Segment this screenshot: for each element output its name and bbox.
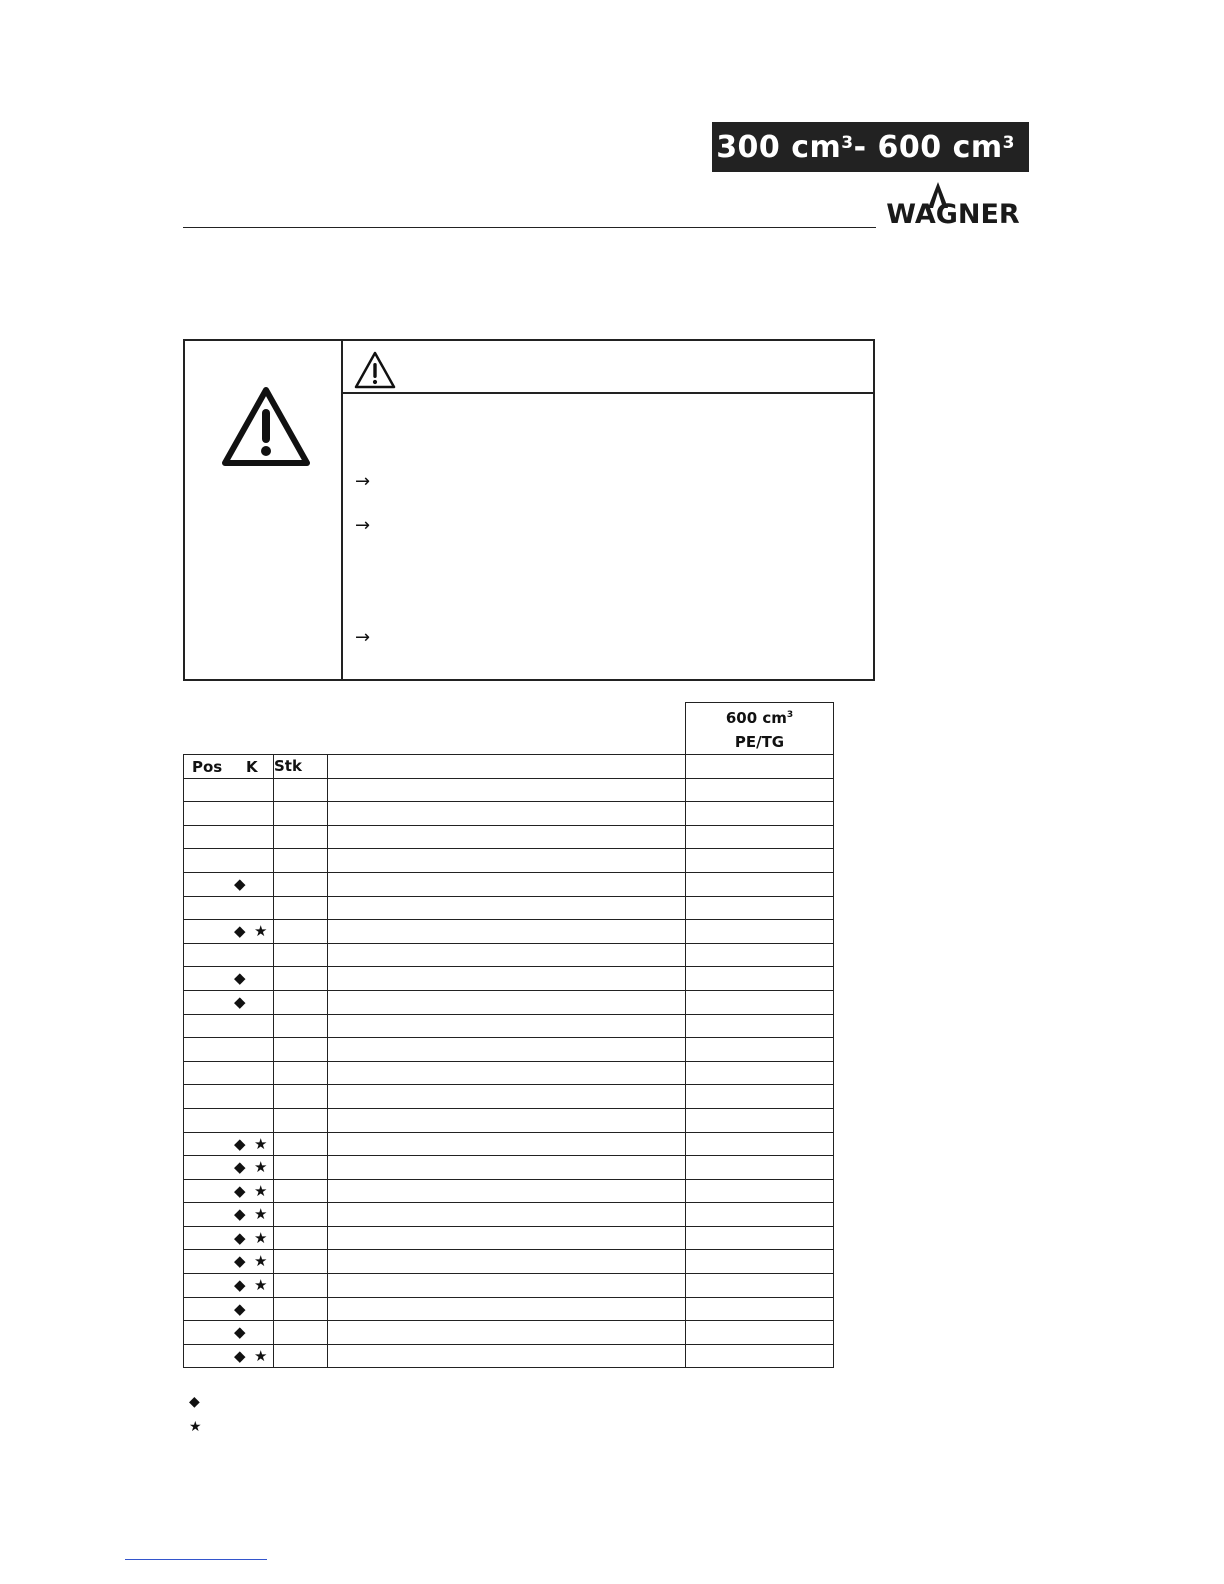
row-star-marker: ★ [254,1134,268,1153]
table-row [184,872,834,896]
row-stk-cell [274,1321,328,1345]
row-order-number-cell [686,920,834,944]
row-diamond-marker: ◆ [234,1205,246,1224]
row-pos-k-cell [184,1156,274,1180]
row-description-cell [328,1108,686,1132]
warning-arrow-1: → [355,471,371,492]
table-row [184,1108,834,1132]
row-description-cell [328,872,686,896]
row-description-cell [328,1344,686,1368]
table-row [184,1250,834,1274]
row-pos-k-cell [184,990,274,1014]
row-pos-k-cell [184,1250,274,1274]
row-order-number-cell [686,990,834,1014]
row-description-cell [328,802,686,826]
header-pos: Pos [192,758,223,776]
column-header-600-pe-tg [686,703,834,755]
parts-table [183,702,834,1368]
row-order-number-cell [686,1014,834,1038]
row-diamond-marker: ◆ [234,1276,246,1295]
row-description-cell [328,825,686,849]
column-header-line1: 600 cm [725,709,787,727]
row-stk-cell [274,1038,328,1062]
badge-text-main: 300 cm [716,129,842,165]
row-order-number-cell [686,1038,834,1062]
row-stk-cell [274,1061,328,1085]
table-row [184,849,834,873]
row-star-marker: ★ [254,1346,268,1365]
row-stk-cell [274,920,328,944]
row-order-number-cell [686,1250,834,1274]
row-description-cell [328,967,686,991]
row-stk-cell [274,802,328,826]
row-pos-k-cell [184,849,274,873]
table-row [184,1132,834,1156]
row-description-cell [328,1226,686,1250]
row-pos-k-cell [184,1085,274,1109]
row-diamond-marker: ◆ [234,1134,246,1153]
warning-small-icon [353,350,397,390]
row-diamond-marker: ◆ [234,1346,246,1365]
header-k: K [246,758,258,776]
row-stk-cell [274,1226,328,1250]
table-row [184,1344,834,1368]
row-description-cell [328,1156,686,1180]
warning-box [183,339,875,681]
row-description-cell [328,990,686,1014]
row-stk-cell [274,1203,328,1227]
row-description-cell [328,1203,686,1227]
row-pos-k-cell [184,1014,274,1038]
table-row [184,1085,834,1109]
table-row [184,778,834,802]
row-stk-cell [274,943,328,967]
row-description-cell [328,1085,686,1109]
row-diamond-marker: ◆ [234,1299,246,1318]
row-pos-k-cell [184,967,274,991]
row-star-marker: ★ [254,1276,268,1295]
row-order-number-cell [686,1085,834,1109]
row-stk-cell [274,1156,328,1180]
table-row [184,825,834,849]
row-description-cell [328,1179,686,1203]
row-diamond-marker: ◆ [234,874,246,893]
row-stk-cell [274,1132,328,1156]
table-column-header-row [184,703,834,755]
header-order-no [686,755,834,779]
row-order-number-cell [686,896,834,920]
row-order-number-cell [686,825,834,849]
row-pos-k-cell [184,1226,274,1250]
row-diamond-marker: ◆ [234,1158,246,1177]
table-row [184,967,834,991]
row-pos-k-cell [184,943,274,967]
table-row [184,1203,834,1227]
row-description-cell [328,1321,686,1345]
row-diamond-marker: ◆ [234,1323,246,1342]
row-order-number-cell [686,1203,834,1227]
table-row [184,1179,834,1203]
row-stk-cell [274,1014,328,1038]
row-star-marker: ★ [254,1181,268,1200]
row-stk-cell [274,1179,328,1203]
row-stk-cell [274,1250,328,1274]
row-stk-cell [274,967,328,991]
row-description-cell [328,943,686,967]
row-diamond-marker: ◆ [234,969,246,988]
table-row [184,1038,834,1062]
row-description-cell [328,1274,686,1298]
warning-arrow-3: → [355,627,371,648]
row-pos-k-cell [184,1297,274,1321]
row-order-number-cell [686,1156,834,1180]
row-description-cell [328,778,686,802]
footer-link-underline [125,1559,267,1560]
legend-star: ★ [189,1419,202,1435]
row-order-number-cell [686,943,834,967]
warning-arrow-2: → [355,515,371,536]
row-description-cell [328,849,686,873]
row-stk-cell [274,1085,328,1109]
row-order-number-cell [686,1321,834,1345]
header-stk: Stk [274,755,328,779]
warning-triangle-icon [221,385,311,467]
row-description-cell [328,1038,686,1062]
row-stk-cell [274,825,328,849]
row-stk-cell [274,778,328,802]
row-stk-cell [274,1297,328,1321]
row-pos-k-cell [184,896,274,920]
row-pos-k-cell [184,1321,274,1345]
volume-badge [712,122,1029,172]
column-header-line2: PE/TG [734,733,785,751]
row-pos-k-cell [184,825,274,849]
row-pos-k-cell [184,802,274,826]
row-pos-k-cell [184,872,274,896]
table-row [184,943,834,967]
row-stk-cell [274,872,328,896]
row-stk-cell [274,896,328,920]
row-stk-cell [274,1108,328,1132]
row-description-cell [328,1061,686,1085]
warning-header [343,341,873,394]
row-pos-k-cell [184,1038,274,1062]
row-order-number-cell [686,1132,834,1156]
legend-diamond: ◆ [189,1394,200,1410]
table-row [184,1014,834,1038]
header-description [328,755,686,779]
table-row [184,1321,834,1345]
row-star-marker: ★ [254,1158,268,1177]
row-pos-k-cell [184,920,274,944]
row-stk-cell [274,849,328,873]
table-row [184,920,834,944]
row-pos-k-cell [184,1132,274,1156]
row-diamond-marker: ◆ [234,1252,246,1271]
row-stk-cell [274,1344,328,1368]
badge-text-mid: - 600 cm [853,129,1003,165]
row-description-cell [328,1132,686,1156]
row-description-cell [328,896,686,920]
row-order-number-cell [686,849,834,873]
header-rule [183,227,876,228]
row-description-cell [328,1250,686,1274]
table-row [184,802,834,826]
table-row [184,1156,834,1180]
column-header-sup: 3 [786,710,794,720]
table-header-row [184,755,834,779]
row-order-number-cell [686,872,834,896]
row-pos-k-cell [184,1203,274,1227]
row-pos-k-cell [184,1274,274,1298]
table-row [184,1061,834,1085]
table-row [184,1226,834,1250]
row-stk-cell [274,1274,328,1298]
row-order-number-cell [686,802,834,826]
row-star-marker: ★ [254,1228,268,1247]
warning-icon-panel [185,341,343,679]
badge-sup-2: 3 [1002,133,1015,153]
row-order-number-cell [686,1344,834,1368]
row-description-cell [328,1297,686,1321]
row-pos-k-cell [184,778,274,802]
row-pos-k-cell [184,1108,274,1132]
row-order-number-cell [686,778,834,802]
row-order-number-cell [686,1179,834,1203]
logo-text: WAGNER [886,199,1020,230]
wagner-logo [876,182,1030,230]
row-description-cell [328,920,686,944]
table-row [184,896,834,920]
row-diamond-marker: ◆ [234,1181,246,1200]
row-order-number-cell [686,1297,834,1321]
row-star-marker: ★ [254,1205,268,1224]
row-diamond-marker: ◆ [234,922,246,941]
row-order-number-cell [686,967,834,991]
row-pos-k-cell [184,1061,274,1085]
row-diamond-marker: ◆ [234,1228,246,1247]
table-row [184,1274,834,1298]
row-order-number-cell [686,1274,834,1298]
row-description-cell [328,1014,686,1038]
header-pos-k [184,755,274,779]
row-star-marker: ★ [254,1252,268,1271]
table-row [184,1297,834,1321]
row-order-number-cell [686,1226,834,1250]
row-star-marker: ★ [254,922,268,941]
row-diamond-marker: ◆ [234,992,246,1011]
row-pos-k-cell [184,1179,274,1203]
row-stk-cell [274,990,328,1014]
table-row [184,990,834,1014]
row-order-number-cell [686,1061,834,1085]
row-pos-k-cell [184,1344,274,1368]
badge-sup-1: 3 [841,133,854,153]
row-order-number-cell [686,1108,834,1132]
